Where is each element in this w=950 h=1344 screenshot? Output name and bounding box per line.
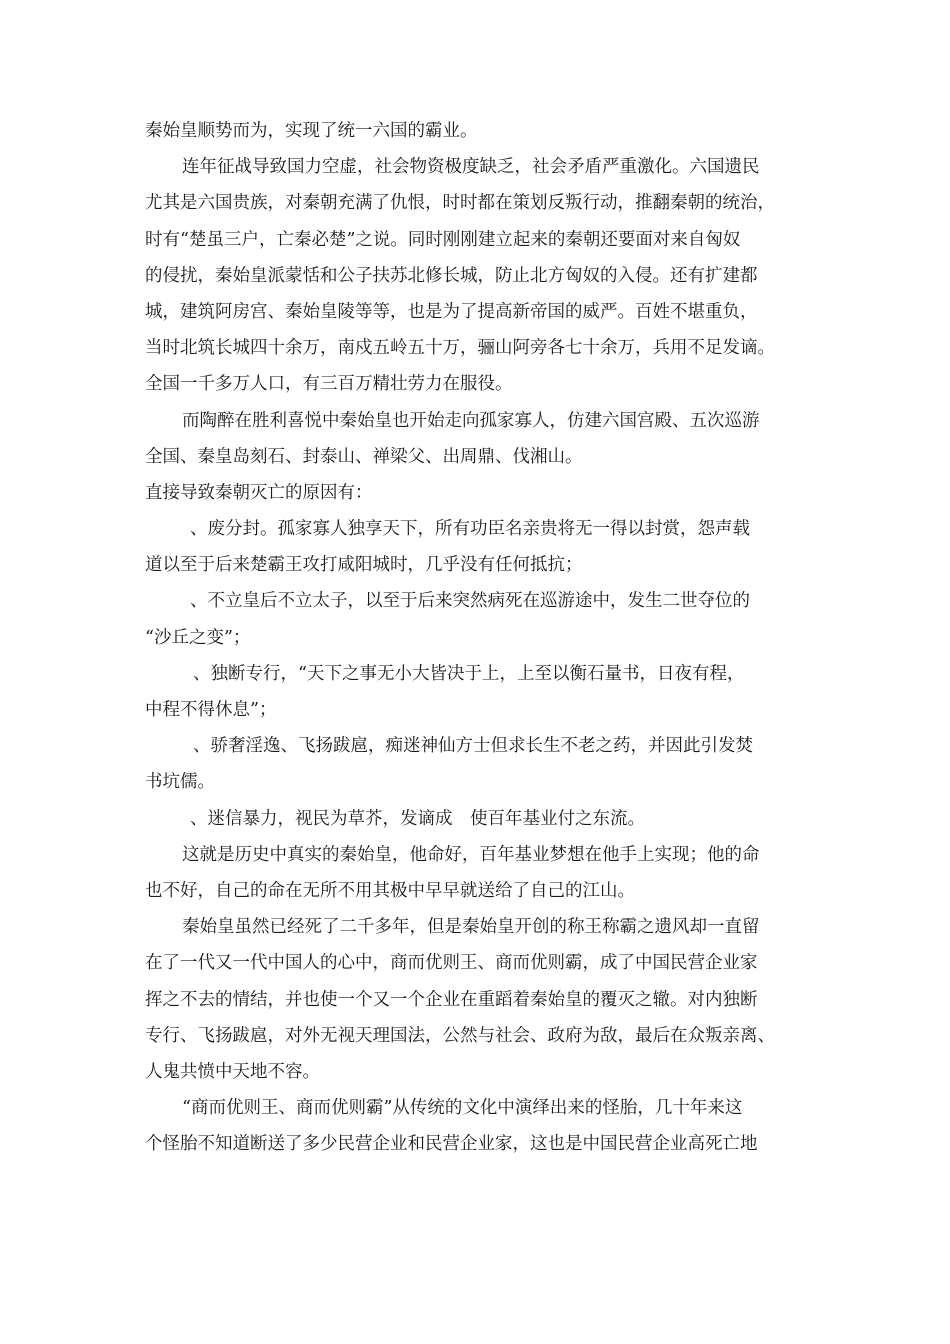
text-line: 秦始皇顺势而为，实现了统一六国的霸业。 — [145, 121, 478, 141]
text-line: 的侵扰，秦始皇派蒙恬和公子扶苏北修长城，防止北方匈奴的入侵。还有扩建都 — [145, 265, 758, 286]
text-line: “沙丘之变”； — [145, 627, 251, 648]
text-line: 而陶醉在胜利喜悦中秦始皇也开始走向孤家寡人，仿建六国宫殿、五次巡游 — [182, 410, 760, 431]
text-line: 全国一千多万人口，有三百万精壮劳力在服役。 — [145, 374, 513, 395]
text-line: 也不好，自己的命在无所不用其极中早早就送给了自己的江山。 — [145, 880, 635, 901]
document-body — [145, 113, 805, 1162]
text-line: 全国、秦皇岛刻石、封泰山、禅梁父、出周鼎、伐湘山。 — [145, 446, 583, 467]
text-line: 连年征战导致国力空虚，社会物资极度缺乏，社会矛盾严重激化。六国遗民 — [182, 157, 760, 178]
list-item-line: 、废分封。孤家寡人独享天下，所有功臣名亲贵将无一得以封赏，怨声载 — [190, 519, 750, 540]
text-line: 当时北筑长城四十余万，南戍五岭五十万，骊山阿旁各七十余万，兵用不足发谪。 — [145, 338, 775, 359]
text-line: 城，建筑阿房宫、秦始皇陵等等，也是为了提高新帝国的威严。百姓不堪重负， — [145, 301, 758, 322]
text-line: 个怪胎不知道断送了多少民营企业和民营企业家，这也是中国民营企业高死亡地 — [145, 1134, 758, 1155]
text-line: 书坑儒。 — [145, 772, 215, 793]
text-line: 秦始皇虽然已经死了二千多年，但是秦始皇开创的称王称霸之遗风却一直留 — [182, 917, 760, 938]
text-line: 道以至于后来楚霸王攻打咸阳城时，几乎没有任何抵抗； — [145, 555, 583, 576]
text-line: 专行、飞扬跋扈，对外无视天理国法，公然与社会、政府为敌，最后在众叛亲离、 — [145, 1025, 775, 1046]
text-line: 时有“楚虽三户，亡秦必楚”之说。同时刚刚建立起来的秦朝还要面对来自匈奴 — [145, 229, 741, 250]
text-line: 直接导致秦朝灭亡的原因有： — [145, 482, 373, 503]
list-item-line: 、迷信暴力，视民为草芥，发谪成 使百年基业付之东流。 — [190, 808, 645, 829]
list-item-line: 、骄奢淫逸、飞扬跋扈，痴迷神仙方士但求长生不老之药，并因此引发焚 — [193, 736, 753, 757]
text-line: “商而优则王、商而优则霸”从传统的文化中演绎出来的怪胎，几十年来这 — [182, 1098, 743, 1119]
text-line: 这就是历史中真实的秦始皇，他命好，百年基业梦想在他手上实现；他的命 — [182, 844, 760, 865]
text-line: 人鬼共愤中天地不容。 — [145, 1061, 320, 1082]
text-line: 中程不得休息”； — [145, 700, 277, 720]
text-line: 挥之不去的情结，并也使一个又一个企业在重蹈着秦始皇的覆灭之辙。对内独断 — [145, 989, 758, 1010]
text-line: 尤其是六国贵族，对秦朝充满了仇恨，时时都在策划反叛行动，推翻秦朝的统治， — [145, 193, 775, 214]
list-item-line: 、不立皇后不立太子，以至于后来突然病死在巡游途中，发生二世夺位的 — [190, 591, 750, 612]
text-line: 在了一代又一代中国人的心中，商而优则王、商而优则霸，成了中国民营企业家 — [145, 953, 758, 974]
list-item-line: 、独断专行，“天下之事无小大皆决于上，上至以衡石量书，日夜有程， — [193, 663, 745, 684]
